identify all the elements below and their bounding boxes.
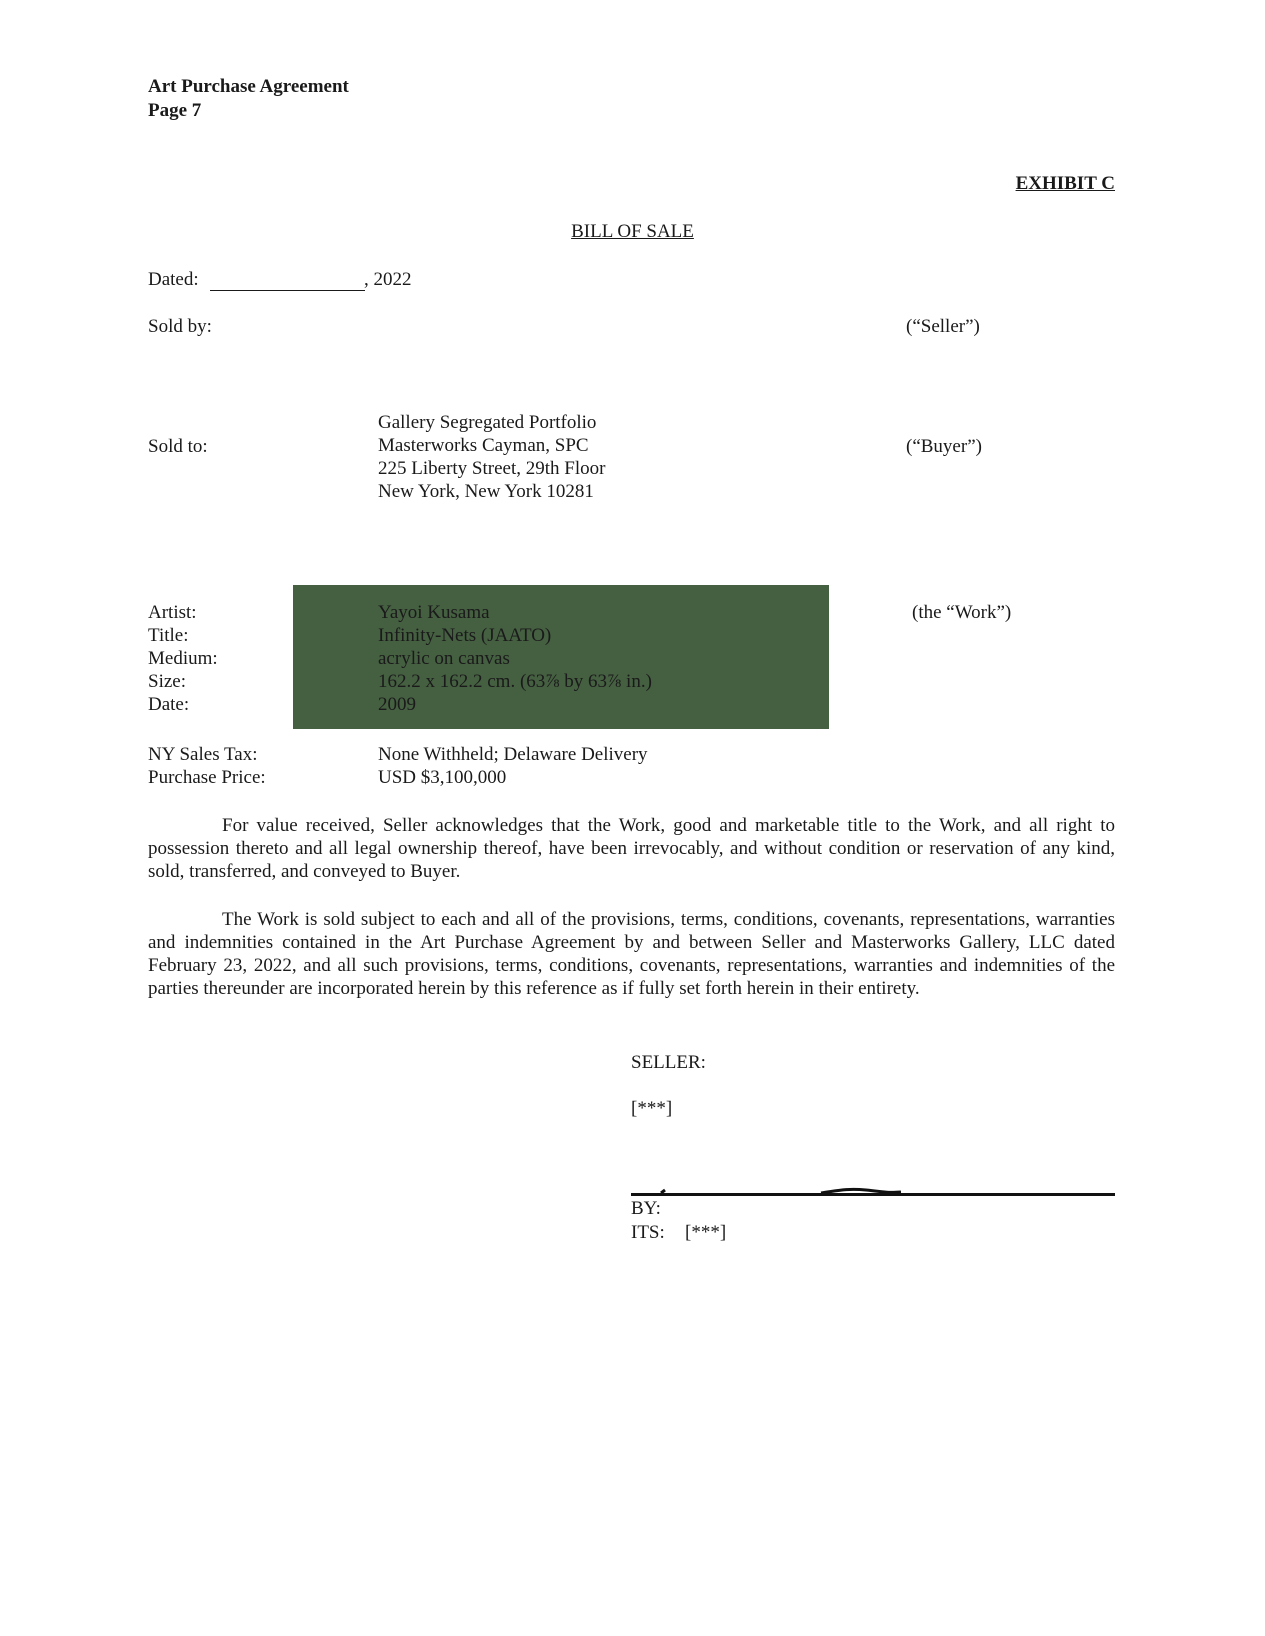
buyer-designation: (“Buyer”) [906, 436, 982, 457]
work-value-size: 162.2 x 162.2 cm. (63⅞ by 63⅞ in.) [378, 671, 652, 692]
sales-labels [148, 743, 266, 789]
dated-label: Dated: [148, 269, 199, 290]
work-label-title: Title: [148, 625, 189, 646]
work-label-size: Size: [148, 671, 186, 692]
signature-line [631, 1193, 1115, 1196]
transfer-paragraph [148, 814, 1115, 883]
work-value-artist: Yayoi Kusama [378, 602, 490, 623]
buyer-address-line: 225 Liberty Street, 29th Floor [378, 458, 606, 479]
buyer-address-line: Masterworks Cayman, SPC [378, 435, 589, 456]
sold-to-label: Sold to: [148, 436, 208, 457]
seller-name-redacted: [***] [631, 1098, 673, 1119]
work-detail-labels [148, 601, 218, 716]
work-label-artist: Artist: [148, 602, 197, 623]
purchase-price-value: USD $3,100,000 [378, 767, 507, 788]
paragraph-text: For value received, Seller acknowledges that the Work, good and marketable title to the Work, and all right to possession thereto and all legal ownership thereof, have been irrevocably, and without condition or reservation of any kind, sold, transferred, and conveyed to Buyer. [148, 815, 1115, 882]
work-label-date: Date: [148, 694, 190, 715]
dated-year: , 2022 [364, 269, 412, 290]
sold-by-label: Sold by: [148, 316, 212, 337]
exhibit-label: EXHIBIT C [1015, 173, 1115, 194]
dated-blank-line [210, 268, 365, 291]
signer-title-label: ITS: [631, 1222, 665, 1243]
sales-tax-value: None Withheld; Delaware Delivery [378, 744, 648, 765]
signature-area [631, 1180, 1115, 1196]
seller-signature-label: SELLER: [631, 1052, 706, 1073]
purchase-price-label: Purchase Price: [148, 767, 266, 788]
paragraph-text: The Work is sold subject to each and all of the provisions, terms, conditions, covenants, representations, warranties and indemnities contained in the Art Purchase Agreement by and between Seller and Masterworks Gallery, LLC dated February 23, 2022, and all such provisions, terms, conditions, covenants, representations, warranties and indemnities of the parties thereunder are incorporated herein by this reference as if fully set forth herein in their entirety. [148, 909, 1115, 999]
document-header-title: Art Purchase Agreement [148, 76, 349, 97]
work-designation: (the “Work”) [912, 602, 1012, 623]
buyer-address-line: New York, New York 10281 [378, 481, 594, 502]
seller-designation: (“Seller”) [906, 316, 980, 337]
buyer-address-block [378, 411, 605, 503]
subject-to-paragraph [148, 908, 1115, 1000]
buyer-address-line: Gallery Segregated Portfolio [378, 412, 597, 433]
work-value-title: Infinity-Nets (JAATO) [378, 625, 552, 646]
sales-values [378, 743, 648, 789]
sales-tax-label: NY Sales Tax: [148, 744, 258, 765]
document-title: BILL OF SALE [571, 221, 694, 242]
work-value-medium: acrylic on canvas [378, 648, 510, 669]
signed-by-label: BY: [631, 1198, 661, 1219]
signer-title-redacted: [***] [685, 1222, 727, 1243]
work-value-date: 2009 [378, 694, 416, 715]
work-label-medium: Medium: [148, 648, 218, 669]
work-detail-values [378, 601, 652, 716]
document-page-number: Page 7 [148, 100, 202, 121]
